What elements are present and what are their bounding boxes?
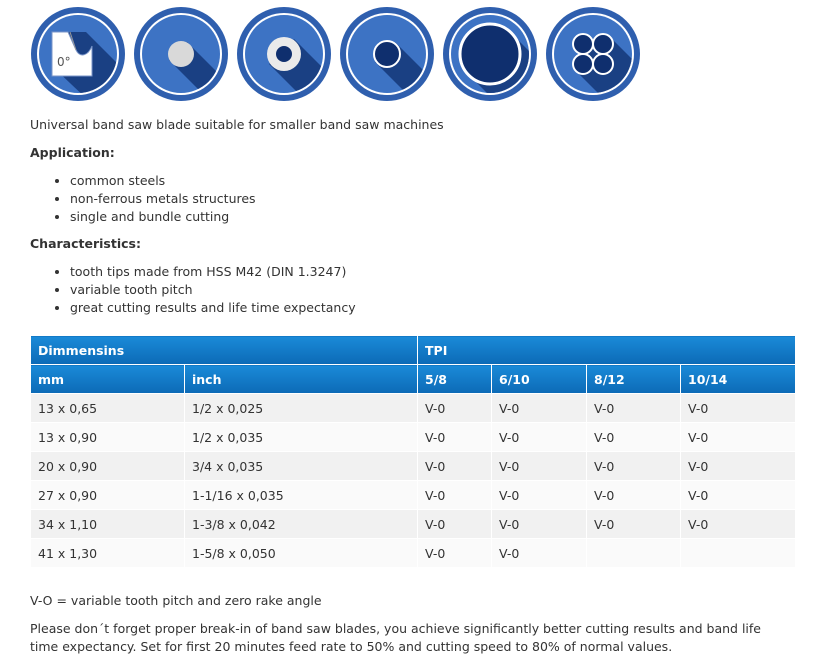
table-cell: V-0 (492, 394, 587, 423)
tooth-angle-label: 0° (57, 55, 71, 69)
dimensions-group-header: Dimmensins (31, 336, 418, 365)
table-cell: V-0 (492, 481, 587, 510)
column-header-5-8: 5/8 (418, 365, 492, 394)
table-cell: V-0 (587, 510, 681, 539)
table-row (31, 539, 796, 568)
table-cell: V-0 (418, 394, 492, 423)
list-item: • non-ferrous metals structures (70, 190, 256, 208)
table-cell: 1-1/16 x 0,035 (185, 481, 418, 510)
column-header-row (31, 365, 796, 394)
table-cell: 13 x 0,90 (31, 423, 185, 452)
table-cell: 41 x 1,30 (31, 539, 185, 568)
table-cell: V-0 (681, 481, 796, 510)
list-item: • variable tooth pitch (70, 281, 356, 299)
group-header-row (31, 336, 796, 365)
table-cell: V-0 (492, 510, 587, 539)
table-row (31, 510, 796, 539)
dimensions-table (30, 335, 796, 568)
solid-round-bar-icon (133, 6, 229, 102)
table-cell: 27 x 0,90 (31, 481, 185, 510)
list-item: • great cutting results and life time expectancy (70, 299, 356, 317)
characteristics-list (50, 263, 356, 317)
intro-text: Universal band saw blade suitable for smaller band saw machines (30, 117, 444, 132)
table-cell: V-0 (587, 423, 681, 452)
tpi-group-header: TPI (418, 336, 796, 365)
characteristics-heading: Characteristics: (30, 236, 141, 251)
table-cell: 34 x 1,10 (31, 510, 185, 539)
table-cell: V-0 (681, 423, 796, 452)
thin-tube-icon (339, 6, 435, 102)
table-cell: V-0 (587, 394, 681, 423)
table-cell: V-0 (587, 452, 681, 481)
table-cell: V-0 (418, 481, 492, 510)
list-item: • common steels (70, 172, 256, 190)
table-cell: V-0 (492, 423, 587, 452)
table-cell: 1/2 x 0,025 (185, 394, 418, 423)
table-cell: 20 x 0,90 (31, 452, 185, 481)
column-header-mm: mm (31, 365, 185, 394)
table-cell: V-0 (587, 481, 681, 510)
table-cell: 1/2 x 0,035 (185, 423, 418, 452)
table-row (31, 423, 796, 452)
table-cell: V-0 (418, 539, 492, 568)
table-cell: V-0 (492, 452, 587, 481)
table-cell: V-0 (492, 539, 587, 568)
table-cell: 1-5/8 x 0,050 (185, 539, 418, 568)
table-cell: 3/4 x 0,035 (185, 452, 418, 481)
large-tube-icon (442, 6, 538, 102)
table-cell: V-0 (681, 510, 796, 539)
legend-text: V-O = variable tooth pitch and zero rake angle (30, 593, 322, 608)
application-heading: Application: (30, 145, 115, 160)
table-cell: V-0 (681, 452, 796, 481)
table-cell: V-0 (418, 510, 492, 539)
table-cell: V-0 (418, 423, 492, 452)
tooth-angle-icon (30, 6, 126, 102)
list-item: • tooth tips made from HSS M42 (DIN 1.3247) (70, 263, 356, 281)
table-cell: 1-3/8 x 0,042 (185, 510, 418, 539)
break-in-note: Please don´t forget proper break-in of band saw blades, you achieve significantly better cutting results and band life time expectancy. Set for first 20 minutes feed rate to 50% and cutting speed to 80% of normal values. (30, 621, 761, 654)
table-row (31, 394, 796, 423)
thick-tube-icon (236, 6, 332, 102)
table-cell: V-0 (418, 452, 492, 481)
table-cell: 13 x 0,65 (31, 394, 185, 423)
table-row (31, 452, 796, 481)
table-body (31, 394, 796, 568)
application-list (50, 172, 256, 226)
table-cell: V-0 (681, 394, 796, 423)
column-header-6-10: 6/10 (492, 365, 587, 394)
table-cell (681, 539, 796, 568)
table-row (31, 481, 796, 510)
column-header-8-12: 8/12 (587, 365, 681, 394)
bundle-icon (545, 6, 641, 102)
column-header-10-14: 10/14 (681, 365, 796, 394)
list-item: • single and bundle cutting (70, 208, 256, 226)
column-header-inch: inch (185, 365, 418, 394)
table-cell (587, 539, 681, 568)
